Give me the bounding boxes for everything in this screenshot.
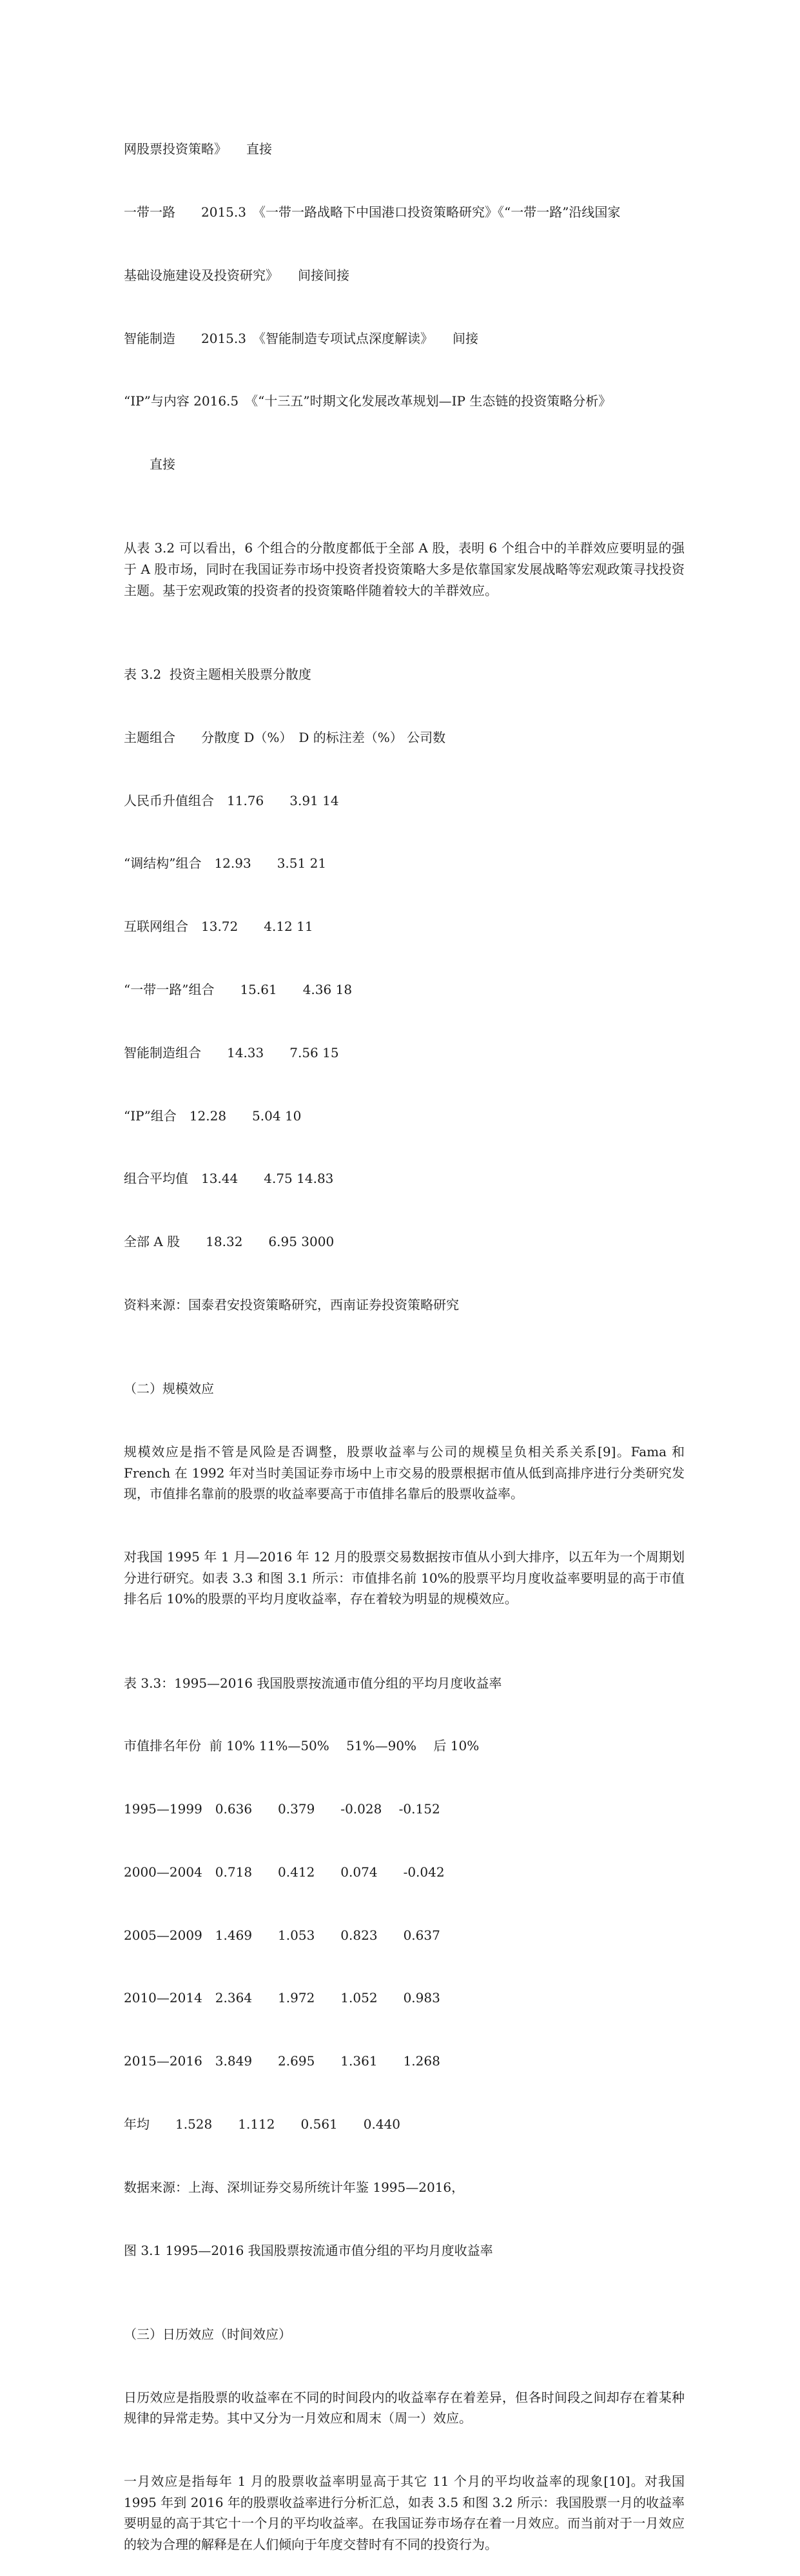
table-header: 市值排名年份 前 10% 11%—50% 51%—90% 后 10%: [124, 1738, 480, 1754]
table-row: 人民币升值组合 11.76 3.91 14: [124, 792, 339, 808]
table-header: 主题组合 分散度 D（%） D 的标注差（%） 公司数: [124, 729, 446, 745]
paragraph: 日历效应是指股票的收益率在不同的时间段内的收益率存在着差异，但各时间段之间却存在着某种规律的异常走势。其中又分为一月效应和周末（周一）效应。: [124, 2389, 685, 2426]
table-row: 2010—2014 2.364 1.972 1.052 0.983: [124, 1990, 440, 2006]
table-row: 组合平均值 13.44 4.75 14.83: [124, 1171, 334, 1187]
table-title: 表 3.2 投资主题相关股票分散度: [124, 667, 311, 683]
document-page: [124, 97, 685, 2576]
table-row: 全部 A 股 18.32 6.95 3000: [124, 1234, 335, 1250]
paragraph: 一月效应是指每年 1 月的股票收益率明显高于其它 11 个月的平均收益率的现象[10]。对我国 1995 年到 2016 年的股票收益率进行分析汇总，如表 3.5 和图 3.2 所示：我国股票一月的收益率要明显的高于其它十一个月的平均收益率。在我国证券市场存在着一月效应。而当前对于一月效应的较为合理的解释是在人们倾向于年度交替时有不同的投资行为。: [124, 2474, 685, 2552]
text-line: 基础设施建设及投资研究》 间接间接: [124, 267, 349, 283]
section-heading: （二）规模效应: [124, 1381, 214, 1397]
table-row: 互联网组合 13.72 4.12 11: [124, 919, 313, 935]
table-row: “IP”组合 12.28 5.04 10: [124, 1107, 302, 1124]
table-row: 2005—2009 1.469 1.053 0.823 0.637: [124, 1927, 440, 1943]
table-source: 资料来源：国泰君安投资策略研究，西南证券投资策略研究: [124, 1296, 459, 1312]
table-row: 年均 1.528 1.112 0.561 0.440: [124, 2116, 401, 2132]
table-row: “一带一路”组合 15.61 4.36 18: [124, 981, 353, 997]
paragraph: 规模效应是指不管是风险是否调整，股票收益率与公司的规模呈负相关系关系[9]。Fama 和 French 在 1992 年对当时美国证券市场中上市交易的股票根据市值从低到高排序进行分类研究发现，市值排名靠前的股票的收益率要高于市值排名靠后的股票收益率。: [124, 1444, 685, 1502]
paragraph: 对我国 1995 年 1 月—2016 年 12 月的股票交易数据按市值从小到大排序，以五年为一个周期划分进行研究。如表 3.3 和图 3.1 所示：市值排名前 10%的股票平均月度收益率要明显的高于市值排名后 10%的股票的平均月度收益率，存在着较为明显的规模效应。: [124, 1548, 685, 1607]
text-line: 网股票投资策略》 直接: [124, 141, 272, 157]
table-row: “调结构”组合 12.93 3.51 21: [124, 855, 327, 872]
paragraph: 从表 3.2 可以看出，6 个组合的分散度都低于全部 A 股，表明 6 个组合中的羊群效应要明显的强于 A 股市场，同时在我国证券市场中投资者投资策略大多是依靠国家发展战略等宏观政策寻找投资主题。基于宏观政策的投资者的投资策略伴随着较大的羊群效应。: [124, 540, 685, 598]
table-row: 2000—2004 0.718 0.412 0.074 -0.042: [124, 1864, 445, 1880]
table-row: 2015—2016 3.849 2.695 1.361 1.268: [124, 2053, 440, 2069]
section-heading: （三）日历效应（时间效应）: [124, 2326, 291, 2342]
table-row: 智能制造组合 14.33 7.56 15: [124, 1044, 339, 1060]
text-line: 智能制造 2015.3 《智能制造专项试点深度解读》 间接: [124, 330, 478, 346]
text-line: 一带一路 2015.3 《一带一路战略下中国港口投资策略研究》《“一带一路”沿线国家: [124, 204, 621, 220]
text-line: “IP”与内容 2016.5 《“十三五”时期文化发展改革规划—IP 生态链的投资策略分析》: [124, 393, 612, 409]
text-line: 直接: [124, 456, 175, 473]
figure-caption: 图 3.1 1995—2016 我国股票按流通市值分组的平均月度收益率: [124, 2242, 493, 2258]
table-row: 1995—1999 0.636 0.379 -0.028 -0.152: [124, 1801, 440, 1817]
table-title: 表 3.3：1995—2016 我国股票按流通市值分组的平均月度收益率: [124, 1675, 502, 1691]
table-source: 数据来源：上海、深圳证券交易所统计年鉴 1995—2016，: [124, 2179, 465, 2195]
